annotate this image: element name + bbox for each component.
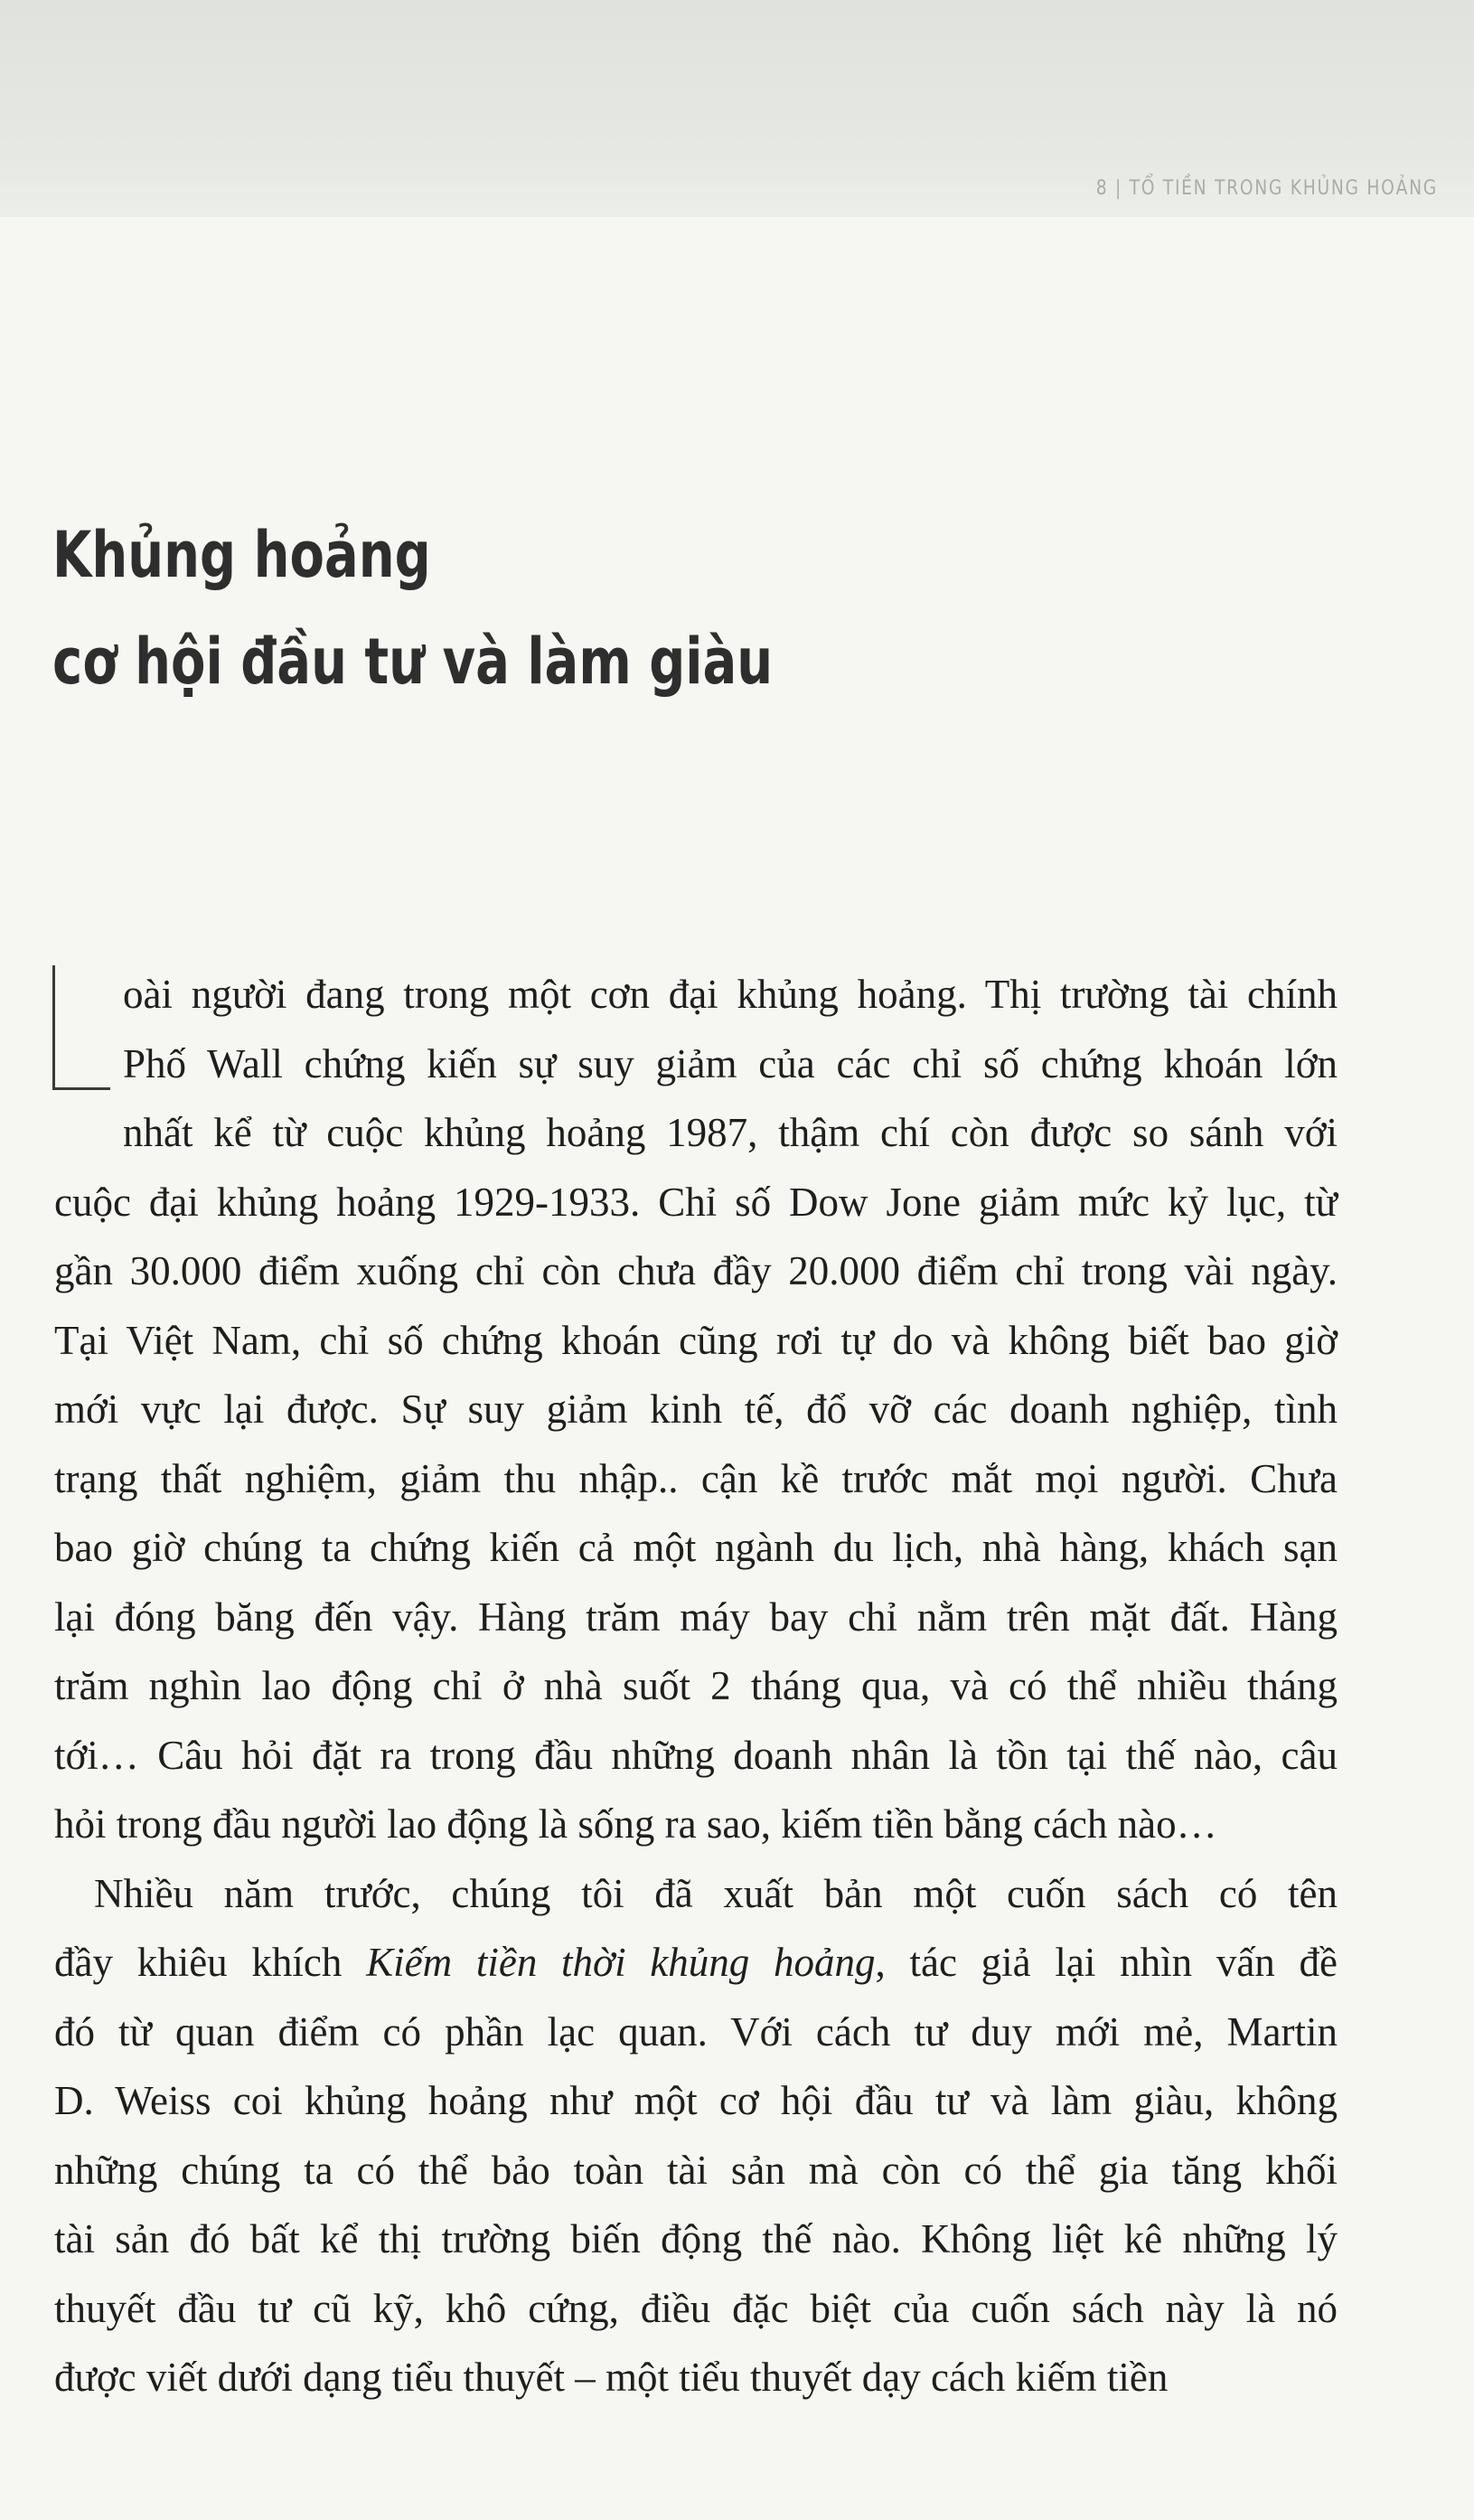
paragraph-1-line: Tại Việt Nam, chỉ số chứng khoán cũng rơi tự do và không biết bao giờ bbox=[54, 1317, 1338, 1363]
paragraph-1-line: trạng thất nghiệm, giảm thu nhập.. cận kề trước mắt mọi người. Chưa bbox=[54, 1455, 1338, 1501]
paragraph-2-line bbox=[54, 1928, 1338, 1998]
paragraph-2-line: được viết dưới dạng tiểu thuyết – một tiểu thuyết dạy cách kiếm tiền bbox=[54, 2355, 1169, 2400]
book-title-italic: Kiếm tiền thời khủng hoảng bbox=[366, 1940, 876, 1985]
paragraph-1-line: nhất kể từ cuộc khủng hoảng 1987, thậm chí còn được so sánh với bbox=[123, 1110, 1338, 1155]
paragraph-1-line: cuộc đại khủng hoảng 1929-1933. Chỉ số Dow Jone giảm mức kỷ lục, từ bbox=[54, 1179, 1338, 1225]
paragraph-2-text: đầy khiêu khích bbox=[54, 1940, 367, 1985]
paragraph-1-line: gần 30.000 điểm xuống chỉ còn chưa đầy 20.000 điểm chỉ trong vài ngày. bbox=[54, 1248, 1338, 1293]
paragraph-2-line: đó từ quan điểm có phần lạc quan. Với cách tư duy mới mẻ, Martin bbox=[54, 2008, 1338, 2055]
paragraph-1-line: trăm nghìn lao động chỉ ở nhà suốt 2 tháng qua, và có thể nhiều tháng bbox=[54, 1663, 1338, 1708]
running-header: 8 | TỔ TIỀN TRONG KHỦNG HOẢNG bbox=[1095, 177, 1438, 200]
chapter-title-line-1: Khủng hoảng bbox=[52, 518, 431, 592]
paragraph-1-line: mới vực lại được. Sự suy giảm kinh tế, đổ vỡ các doanh nghiệp, tình bbox=[54, 1387, 1338, 1432]
paragraph-1-line: lại đóng băng đến vậy. Hàng trăm máy bay chỉ nằm trên mặt đất. Hàng bbox=[54, 1594, 1338, 1640]
paragraph-2-line: tài sản đó bất kể thị trường biến động thế nào. Không liệt kê những lý bbox=[54, 2216, 1338, 2261]
paragraph-1-line: Phố Wall chứng kiến sự suy giảm của các chỉ số chứng khoán lớn bbox=[123, 1040, 1338, 1086]
chapter-title-line-2: cơ hội đầu tư và làm giàu bbox=[52, 625, 774, 699]
paragraph-1-line: bao giờ chúng ta chứng kiến cả một ngành du lịch, nhà hàng, khách sạn bbox=[54, 1525, 1338, 1570]
chapter-title bbox=[52, 502, 774, 715]
paragraph-2-line: Nhiều năm trước, chúng tôi đã xuất bản một cuốn sách có tên bbox=[94, 1870, 1338, 1916]
paragraph-1-line: hỏi trong đầu người lao động là sống ra sao, kiếm tiền bằng cách nào… bbox=[54, 1801, 1217, 1847]
paragraph-1-line: tới… Câu hỏi đặt ra trong đầu những doanh nhân là tồn tại thế nào, câu bbox=[54, 1732, 1338, 1778]
body-text bbox=[54, 960, 1338, 2412]
paragraph-1-line: oài người đang trong một cơn đại khủng hoảng. Thị trường tài chính bbox=[123, 972, 1338, 1017]
paragraph-2-line: D. Weiss coi khủng hoảng như một cơ hội đầu tư và làm giàu, không bbox=[54, 2078, 1338, 2123]
paragraph-2-text: , tác giả lại nhìn vấn đề bbox=[875, 1940, 1338, 1985]
paragraph-2-line: thuyết đầu tư cũ kỹ, khô cứng, điều đặc biệt của cuốn sách này là nó bbox=[54, 2285, 1338, 2331]
paragraph-2-line: những chúng ta có thể bảo toàn tài sản mà còn có thể gia tăng khối bbox=[54, 2147, 1338, 2193]
